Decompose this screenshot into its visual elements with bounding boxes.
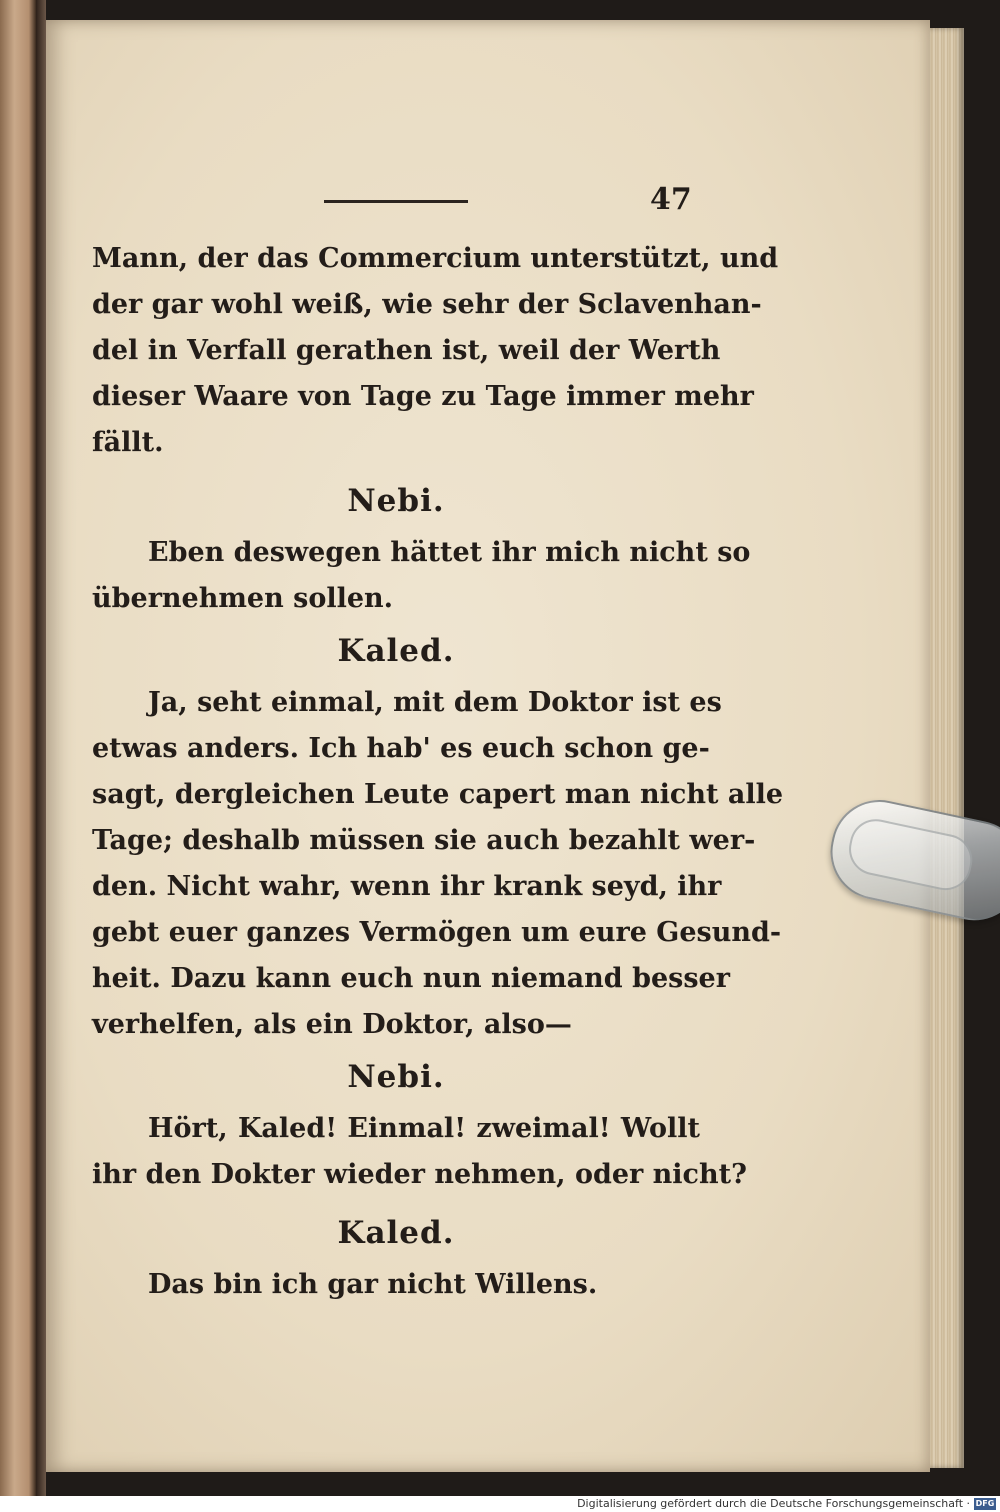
text-line: Tage; deshalb müssen sie auch bezahlt wer- — [92, 825, 756, 856]
speaker-name: Nebi. — [347, 1059, 445, 1095]
text-line: den. Nicht wahr, wenn ihr krank seyd, ihr — [92, 871, 722, 902]
text-line: dieser Waare von Tage zu Tage immer mehr — [92, 381, 754, 412]
previous-page-edge — [0, 0, 36, 1496]
text-line: sagt, dergleichen Leute capert man nicht alle — [92, 779, 784, 810]
text-line: der gar wohl weiß, wie sehr der Sclavenhan- — [92, 289, 762, 320]
text-line: fällt. — [92, 427, 164, 458]
text-line: Eben deswegen hättet ihr mich nicht so — [148, 537, 751, 568]
text-line: del in Verfall gerathen ist, weil der Werth — [92, 335, 721, 366]
footer-credit: Digitalisierung gefördert durch die Deutsche Forschungsgemeinschaft · — [577, 1497, 970, 1510]
text-line: Hört, Kaled! Einmal! zweimal! Wollt — [148, 1113, 700, 1144]
text-line: Das bin ich gar nicht Willens. — [148, 1269, 598, 1300]
speaker-name: Kaled. — [337, 1215, 455, 1251]
footer-bar — [0, 1496, 1000, 1512]
page-text — [92, 236, 784, 1308]
text-line: Mann, der das Commercium unterstützt, und — [92, 243, 779, 274]
text-line: ihr den Dokter wieder nehmen, oder nicht? — [92, 1159, 747, 1190]
text-line: gebt euer ganzes Vermögen um eure Gesund- — [92, 917, 782, 948]
page-edges — [930, 28, 964, 1468]
text-line: etwas anders. Ich hab' es euch schon ge- — [92, 733, 710, 764]
book-binding — [36, 0, 46, 1496]
text-line: übernehmen sollen. — [92, 583, 394, 614]
dfg-logo-icon: DFG — [975, 1499, 995, 1508]
page-number: 47 — [650, 182, 692, 217]
speaker-name: Kaled. — [337, 633, 455, 669]
page-clip-opening — [844, 814, 977, 895]
text-line: verhelfen, als ein Doktor, also— — [92, 1009, 572, 1040]
text-line: Ja, seht einmal, mit dem Doktor ist es — [148, 687, 722, 718]
header-rule — [324, 200, 468, 203]
text-line: heit. Dazu kann euch nun niemand besser — [92, 963, 730, 994]
speaker-name: Nebi. — [347, 483, 445, 519]
